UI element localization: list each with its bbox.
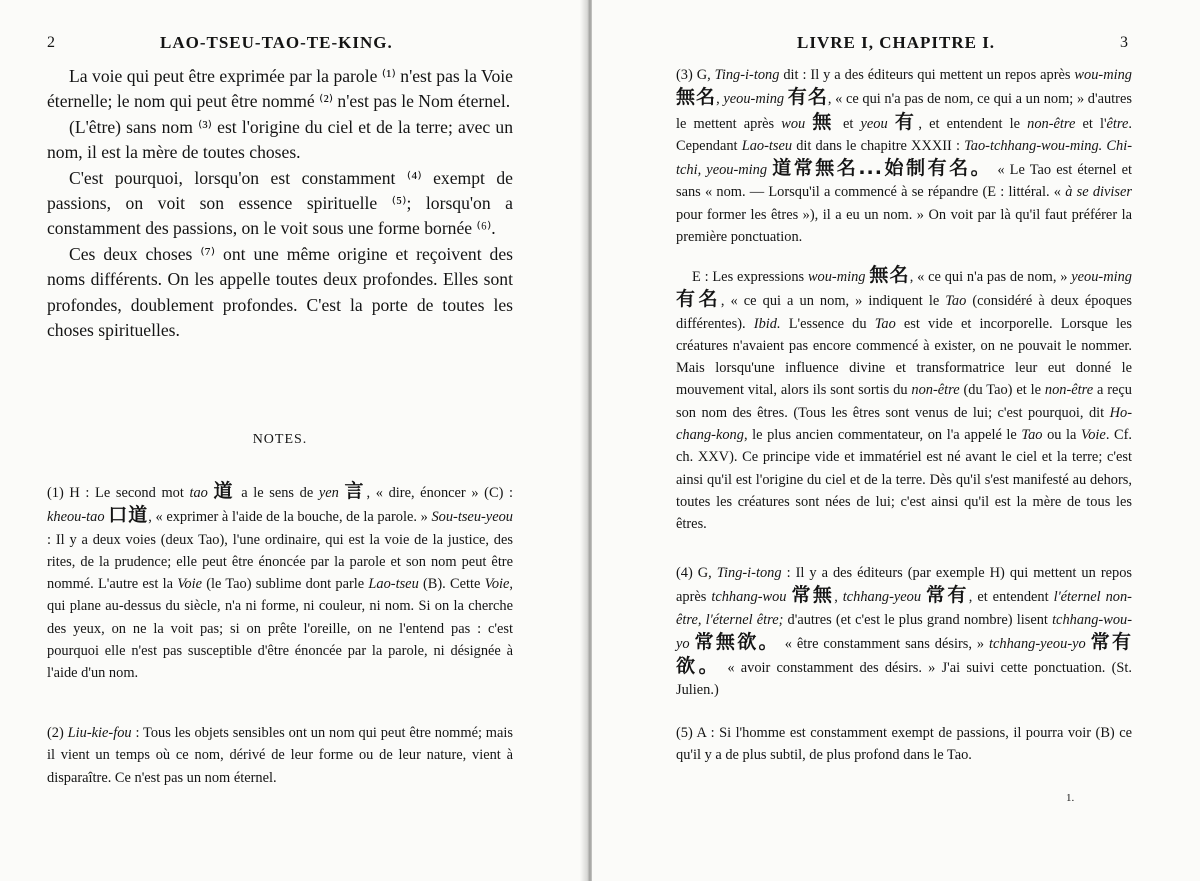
- cjk-yen: 言: [344, 480, 367, 502]
- note-1: (1) H : Le second mot tao 道 a le sens de yen 言, « dire, énoncer » (C) : kheou-tao 口道, « exprimer à l'aide de la bouche, de la parole. » Sou-tseu-yeou : Il y a deux voies (deux Tao), l'une ordinaire, qui est la voie de la justice, des rites, de la prudence; elle peut être énoncée par la parole et son nom peut être nommé. L'autre est la Voie (le Tao) sublime dont parle Lao-tseu (B). Cette Voie, qui plane au-dessus du siècle, n'a ni forme, ni couleur, ni nom. Si on la cherche des yeux, on ne la voit pas; si on prête l'oreille, on ne l'entend pas : c'est pourquoi elle n'est pas susceptible d'être énoncée par la parole, ni désignée à l'aide d'un nom.: [47, 480, 514, 682]
- note-5: (5) A : Si l'homme est constamment exempt de passions, il pourra voir (B) ce qu'il y a de plus subtil, de plus profond dans le Tao.: [676, 725, 1132, 764]
- cjk-kheou-tao: 口道: [108, 504, 149, 527]
- cjk-tao: 道: [213, 480, 236, 502]
- cjk-tchhang-yeou-yo: 常有欲。: [676, 630, 1132, 678]
- main-paragraph-2: (L'être) sans nom ⁽³⁾ est l'origine du ciel et de la terre; avec un nom, il est la mère de toutes choses.: [47, 116, 513, 163]
- right-page-number: 3: [1120, 34, 1128, 51]
- cjk-tchhang-wou-yo: 常無欲。: [694, 630, 780, 653]
- cjk-yeou-ming: 有名: [787, 86, 828, 109]
- note-2: (2) Liu-kie-fou : Tous les objets sensibles ont un nom qui peut être nommé; mais il vient un temps où ce nom, dérivé de leur forme ou de leur nature, vient à disparaître. Ce n'est pas un nom éternel.: [47, 725, 513, 786]
- cjk-wou: 無: [812, 110, 836, 133]
- cjk-yeou-ming-2: 有名: [676, 288, 721, 311]
- cjk-wou-ming: 無名: [676, 86, 717, 109]
- signature-mark: 1.: [1066, 792, 1075, 804]
- note-3: (3) G, Ting-i-tong dit : Il y a des éditeurs qui mettent un repos après wou-ming 無名, yeou-ming 有名, « ce qui n'a pas de nom, ce qui a un nom; » d'autres le mettent après wou 無 et yeou 有, et entendent le non-être et l'être. Cependant Lao-tseu dit dans le chapitre XXXII : Tao-tchhang-wou-ming. Chi-tchi, yeou-ming 道常無名...始制有名。 « Le Tao est éternel et sans « nom. — Lorsqu'il a commencé à se répandre (E : littéral. « à se diviser pour former les êtres »), il a eu un nom. » On voit par là qu'il faut préférer la première ponctuation.: [676, 67, 1133, 246]
- cjk-tchhang-wou: 常無: [791, 584, 835, 607]
- note-4: (4) G, Ting-i-tong : Il y a des éditeurs (par exemple H) qui mettent un repos après tchhang-wou 常無, tchhang-yeou 常有, et entendent l'éternel non-être, l'éternel être; d'autres (et c'est le plus grand nombre) lisent tchhang-wou-yo 常無欲。 « être constamment sans désirs, » tchhang-yeou-yo 常有欲。 « avoir constamment des désirs. » J'ai suivi cette ponctuation. (St. Julien.): [676, 565, 1132, 699]
- cjk-yeou: 有: [894, 110, 919, 133]
- left-page-number: 2: [47, 34, 55, 51]
- notes-title: NOTES.: [252, 432, 308, 447]
- left-page: [0, 0, 586, 881]
- left-running-head: LAO-TSEU-TAO-TE-KING.: [160, 33, 393, 52]
- cjk-chapter-xxxii: 道常無名...始制有名。: [772, 157, 993, 180]
- right-running-head: LIVRE I, CHAPITRE I.: [797, 33, 996, 52]
- main-text: [47, 64, 513, 343]
- main-paragraph-1: La voie qui peut être exprimée par la parole ⁽¹⁾ n'est pas la Voie éternelle; le nom qui peut être nommé ⁽²⁾ n'est pas le Nom éternel.: [47, 66, 513, 112]
- main-paragraph-4: Ces deux choses ⁽⁷⁾ ont une même origine et reçoivent des noms différents. On les appelle toutes deux profondes. Elles sont profondes, doublement profondes. C'est la porte de toutes les choses spirituelles.: [47, 243, 513, 341]
- main-paragraph-3: C'est pourquoi, lorsqu'on est constamment ⁽⁴⁾ exempt de passions, on voit son essence spirituelle ⁽⁵⁾; lorsqu'on a constamment des passions, on le voit sous une forme bornée ⁽⁶⁾.: [47, 167, 513, 239]
- cjk-tchhang-yeou: 常有: [926, 584, 969, 607]
- cjk-wou-ming-2: 無名: [869, 264, 910, 286]
- right-page: [592, 0, 1200, 881]
- note-e: E : Les expressions wou-ming 無名, « ce qui n'a pas de nom, » yeou-ming 有名, « ce qui a un nom, » indiquent le Tao (considéré à deux époques différentes). Ibid. L'essence du Tao est vide et incorporelle. Lorsque les créatures n'avaient pas encore commencé à exister, on ne pouvait le nommer. Mais lorsqu'une influence divine et transformatrice leur eut donné le mouvement vital, alors ils sont sortis du non-être (du Tao) et le non-être a reçu son nom des êtres. (Tous les êtres sont venus de lui; c'est pourquoi, dit Ho-chang-kong, le plus ancien commentateur, on l'a appelé le Tao ou la Voie. Cf. ch. XXV). Ce principe vide et immatériel est né avant le ciel et la terre; c'est ainsi qu'il est l'origine du ciel et de la terre. Dès qu'il s'est manifesté au dehors, toutes les créatures sont nées de lui; c'est ainsi qu'il est la mère de tous les êtres.: [676, 264, 1132, 533]
